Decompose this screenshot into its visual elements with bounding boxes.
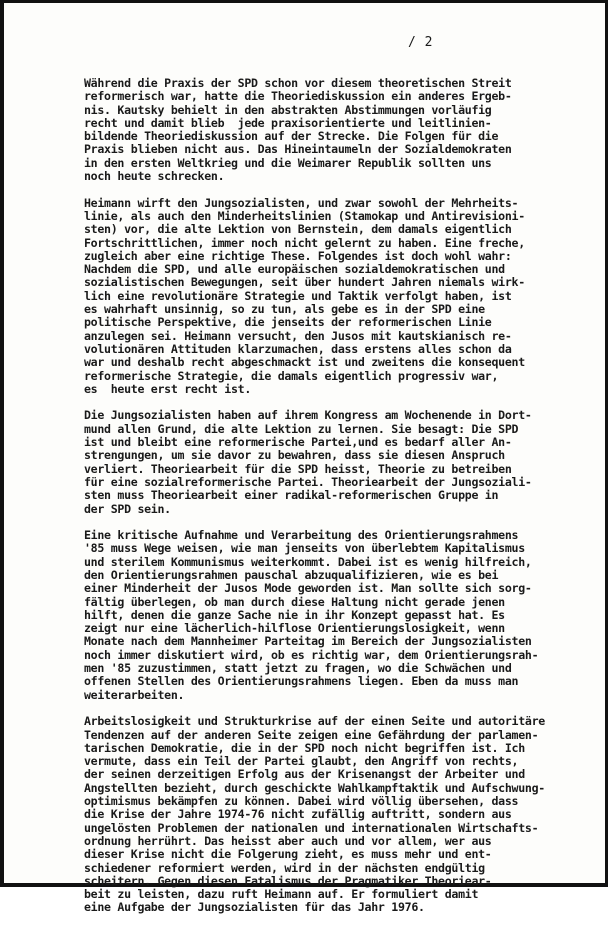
- text-line: scheitern. Gegen diesen Fatalismus der Pragmatiker Theoriear-: [84, 873, 492, 888]
- text-line: recht und damit blieb jede praxisorientierte und leitlinien-: [84, 115, 492, 130]
- text-line: volutionären Attituden klarzumachen, dass erstens alles schon da: [84, 341, 512, 356]
- text-line: der SPD sein.: [84, 501, 171, 516]
- text-line: anzulegen sei. Heimann versucht, den Jusos mit kautskianisch re-: [84, 328, 512, 343]
- text-line: vermute, dass ein Teil der Partei glaubt, den Angriff von rechts,: [84, 754, 519, 769]
- text-line: hilft, denen die ganze Sache nie in ihr Konzept gepasst hat. Es: [84, 607, 505, 622]
- text-line: sten) vor, die alte Lektion von Bernstein, dem damals eigentlich: [84, 222, 512, 237]
- text-line: ordnung herrührt. Das heisst aber auch und vor allem, wer aus: [84, 833, 492, 848]
- text-line: es heute erst recht ist.: [84, 381, 252, 396]
- text-line: mund allen Grund, die alte Lektion zu lernen. Sie besagt: Die SPD: [84, 421, 519, 436]
- text-line: Arbeitslosigkeit und Strukturkrise auf der einen Seite und autoritäre: [84, 714, 545, 729]
- paragraph: [84, 409, 604, 515]
- text-line: Heimann wirft den Jungsozialisten, und zwar sowohl der Mehrheits-: [84, 195, 519, 210]
- text-line: Angstellten bezieht, durch geschickte Wahlkampftaktik und Aufschwung-: [84, 780, 545, 795]
- text-line: den Orientierungsrahmen pauschal abzuqualifizieren, wie es bei: [84, 567, 499, 582]
- text-line: zugleich aber eine richtige These. Folgendes ist doch wohl wahr:: [84, 248, 512, 263]
- text-line: war und deshalb recht abgeschmackt ist und zweitens die konsequent: [84, 355, 525, 370]
- text-line: reformerisch war, hatte die Theoriediskussion ein anderes Ergeb-: [84, 89, 512, 104]
- text-line: einer Minderheit der Jusos Mode geworden ist. Man sollte sich sorg-: [84, 581, 532, 596]
- text-line: reformerische Strategie, die damals eigentlich progressiv war,: [84, 368, 499, 383]
- text-line: beit zu leisten, dazu ruft Heimann auf. Er formuliert damit: [84, 887, 479, 902]
- text-line: nis. Kautsky behielt in den abstrakten Abstimmungen vorläufig: [84, 102, 492, 117]
- text-line: politische Perspektive, die jenseits der reformerischen Linie: [84, 315, 492, 330]
- text-line: bildende Theoriediskussion auf der Strecke. Die Folgen für die: [84, 129, 499, 144]
- text-line: schiedener reformiert werden, wird in der nächsten endgültig: [84, 860, 485, 875]
- text-line: men '85 zuzustimmen, statt jetzt zu fragen, wo die Schwächen und: [84, 661, 512, 676]
- text-line: die Krise der Jahre 1974-76 nicht zufällig auftritt, sondern aus: [84, 807, 512, 822]
- document-body: [84, 77, 604, 928]
- text-line: noch immer diskutiert wird, ob es richtig war, dem Orientierungsrah-: [84, 647, 539, 662]
- text-line: der seinen derzeitigen Erfolg aus der Krisenangst der Arbeiter und: [84, 767, 525, 782]
- text-line: eine Aufgabe der Jungsozialisten für das Jahr 1976.: [84, 900, 425, 915]
- text-line: noch heute schrecken.: [84, 169, 225, 184]
- text-line: sten muss Theoriearbeit einer radikal-reformerischen Gruppe in: [84, 488, 499, 503]
- text-line: dieser Krise nicht die Folgerung zieht, es muss mehr und ent-: [84, 847, 492, 862]
- text-line: Tendenzen auf der anderen Seite zeigen eine Gefährdung der parlamen-: [84, 727, 539, 742]
- text-line: und sterilem Kommunismus weiterkommt. Dabei ist es wenig hilfreich,: [84, 554, 532, 569]
- text-line: für eine sozialreformerische Partei. Theoriearbeit der Jungsoziali-: [84, 474, 532, 489]
- page-number: / 2: [408, 35, 433, 50]
- text-line: es wahrhaft unsinnig, so zu tun, als gebe es in der SPD eine: [84, 302, 485, 317]
- text-line: lich eine revolutionäre Strategie und Taktik verfolgt haben, ist: [84, 288, 512, 303]
- text-line: optimismus bekämpfen zu können. Dabei wird völlig übersehen, dass: [84, 794, 519, 809]
- text-line: strengungen, um sie davor zu bewahren, dass sie diesen Anspruch: [84, 448, 505, 463]
- text-line: Die Jungsozialisten haben auf ihrem Kongress am Wochenende in Dort-: [84, 408, 532, 423]
- text-line: verliert. Theoriearbeit für die SPD heisst, Theorie zu betreiben: [84, 461, 512, 476]
- paragraph: [84, 529, 604, 702]
- text-line: fältig überlegen, ob man durch diese Haltung nicht gerade jenen: [84, 594, 505, 609]
- text-line: Monate nach dem Mannheimer Parteitag im Bereich der Jungsozialisten: [84, 634, 532, 649]
- text-line: Fortschrittlichen, immer noch nicht gelernt zu haben. Eine freche,: [84, 235, 525, 250]
- paragraph: [84, 77, 604, 183]
- text-line: tarischen Demokratie, die in der SPD noch nicht begriffen ist. Ich: [84, 740, 525, 755]
- text-line: '85 muss Wege weisen, wie man jenseits von überlebtem Kapitalismus: [84, 541, 525, 556]
- text-line: Während die Praxis der SPD schon vor diesem theoretischen Streit: [84, 76, 512, 90]
- text-line: linie, als auch den Minderheitslinien (Stamokap und Antirevisioni-: [84, 208, 525, 223]
- text-line: in den ersten Weltkrieg und die Weimarer Republik sollten uns: [84, 155, 492, 170]
- text-line: ungelösten Problemen der nationalen und internationalen Wirtschafts-: [84, 820, 539, 835]
- text-line: Nachdem die SPD, und alle europäischen sozialdemokratischen und: [84, 262, 505, 277]
- text-line: ist und bleibt eine reformerische Partei,und es bedarf aller An-: [84, 435, 512, 450]
- text-line: zeigt nur eine lächerlich-hilflose Orientierungslosigkeit, wenn: [84, 621, 505, 636]
- text-line: sozialistischen Bewegungen, seit über hundert Jahren niemals wirk-: [84, 275, 525, 290]
- text-line: Eine kritische Aufnahme und Verarbeitung des Orientierungsrahmens: [84, 528, 519, 543]
- paragraph: [84, 715, 604, 914]
- paragraph: [84, 197, 604, 396]
- text-line: weiterarbeiten.: [84, 687, 185, 702]
- text-line: offenen Stellen des Orientierungsrahmens liegen. Eben da muss man: [84, 674, 519, 689]
- text-line: Praxis blieben nicht aus. Das Hineintaumeln der Sozialdemokraten: [84, 142, 512, 157]
